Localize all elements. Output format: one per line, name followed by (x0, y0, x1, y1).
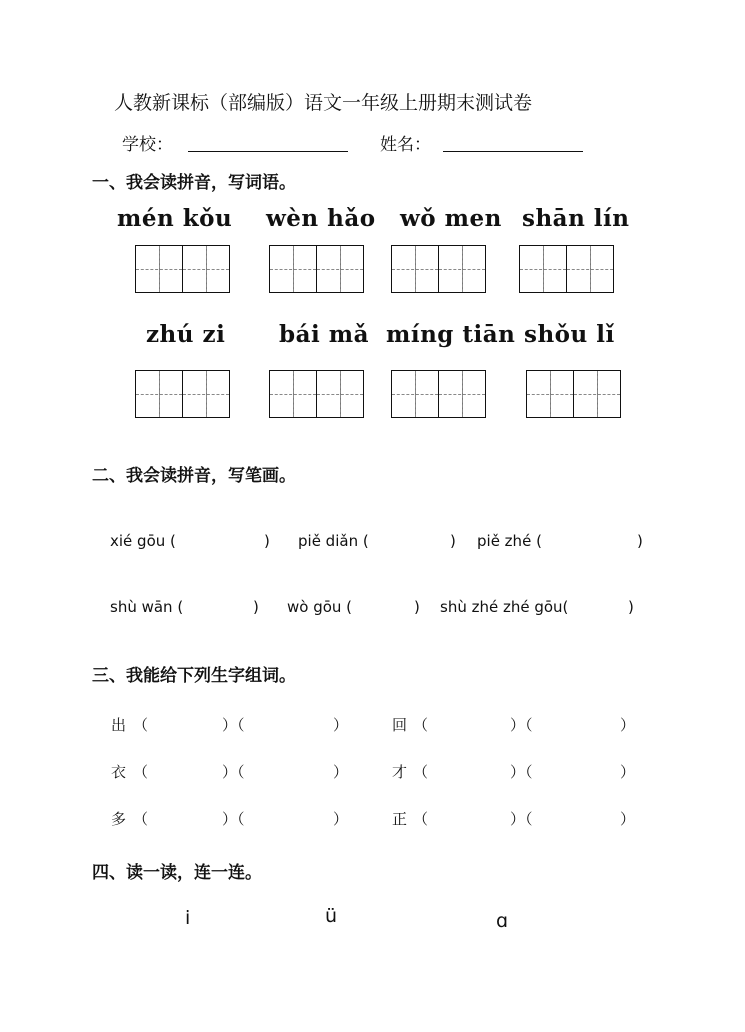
pinyin-3: wǒ men (400, 205, 502, 232)
zuci-paren: ）（ (222, 763, 245, 781)
write-grid[interactable] (135, 370, 230, 418)
write-grid[interactable] (519, 245, 614, 293)
stroke-item: shù wān ( (110, 598, 184, 616)
zuci-paren: （ (413, 716, 429, 734)
write-grid[interactable] (269, 245, 364, 293)
stroke-item: wò gōu ( (287, 598, 353, 616)
stroke-close: ) (450, 532, 456, 550)
page-title: 人教新课标（部编版）语文一年级上册期末测试卷 (114, 92, 533, 114)
zuci-paren: ）（ (222, 810, 245, 828)
zuci-paren: （ (133, 763, 149, 781)
zuci-paren: （ (133, 810, 149, 828)
zuci-paren: ）（ (510, 716, 533, 734)
stroke-item: shù zhé zhé gōu( (440, 598, 569, 616)
zuci-char: 出 (111, 716, 127, 734)
zuci-paren: ） (620, 716, 636, 734)
zuci-paren: （ (413, 763, 429, 781)
write-grid[interactable] (269, 370, 364, 418)
write-grid[interactable] (391, 245, 486, 293)
zuci-paren: （ (133, 716, 149, 734)
section-3-heading: 三、我能给下列生字组词。 (92, 666, 296, 686)
zuci-char: 正 (392, 810, 408, 828)
stroke-item: piě diǎn ( (298, 532, 369, 550)
zuci-paren: ） (620, 763, 636, 781)
stroke-close: ) (637, 532, 643, 550)
zuci-paren: ） (333, 810, 349, 828)
stroke-close: ) (253, 598, 259, 616)
pinyin-4: shān lín (522, 205, 630, 232)
name-label: 姓名： (380, 135, 431, 155)
write-grid[interactable] (391, 370, 486, 418)
zuci-paren: ）（ (510, 810, 533, 828)
zuci-paren: ） (620, 810, 636, 828)
zuci-paren: ） (333, 716, 349, 734)
stroke-close: ) (628, 598, 634, 616)
school-field[interactable] (188, 131, 348, 152)
school-label: 学校： (122, 135, 173, 155)
pinyin-2: wèn hǎo (266, 205, 376, 232)
stroke-item: piě zhé ( (477, 532, 542, 550)
vowel-u-umlaut[interactable]: ü (325, 905, 338, 927)
vowel-a[interactable]: ɑ (496, 910, 509, 932)
name-field[interactable] (443, 131, 583, 152)
section-1-heading: 一、我会读拼音，写词语。 (92, 173, 296, 193)
section-2-heading: 二、我会读拼音，写笔画。 (92, 466, 296, 486)
pinyin-5: zhú zi (146, 321, 226, 348)
zuci-char: 衣 (111, 763, 127, 781)
vowel-i[interactable]: i (185, 907, 191, 929)
pinyin-7: míng tiān (386, 321, 516, 348)
section-4-heading: 四、读一读，连一连。 (92, 863, 262, 883)
zuci-paren: （ (413, 810, 429, 828)
write-grid[interactable] (526, 370, 621, 418)
stroke-item: xié gōu ( (110, 532, 176, 550)
stroke-close: ) (414, 598, 420, 616)
pinyin-8: shǒu lǐ (524, 321, 615, 348)
zuci-paren: ） (333, 763, 349, 781)
pinyin-1: mén kǒu (117, 205, 233, 232)
zuci-char: 才 (392, 763, 408, 781)
stroke-close: ) (264, 532, 270, 550)
zuci-paren: ）（ (510, 763, 533, 781)
zuci-paren: ）（ (222, 716, 245, 734)
zuci-char: 回 (392, 716, 408, 734)
zuci-char: 多 (111, 810, 127, 828)
write-grid[interactable] (135, 245, 230, 293)
pinyin-6: bái mǎ (279, 321, 369, 348)
